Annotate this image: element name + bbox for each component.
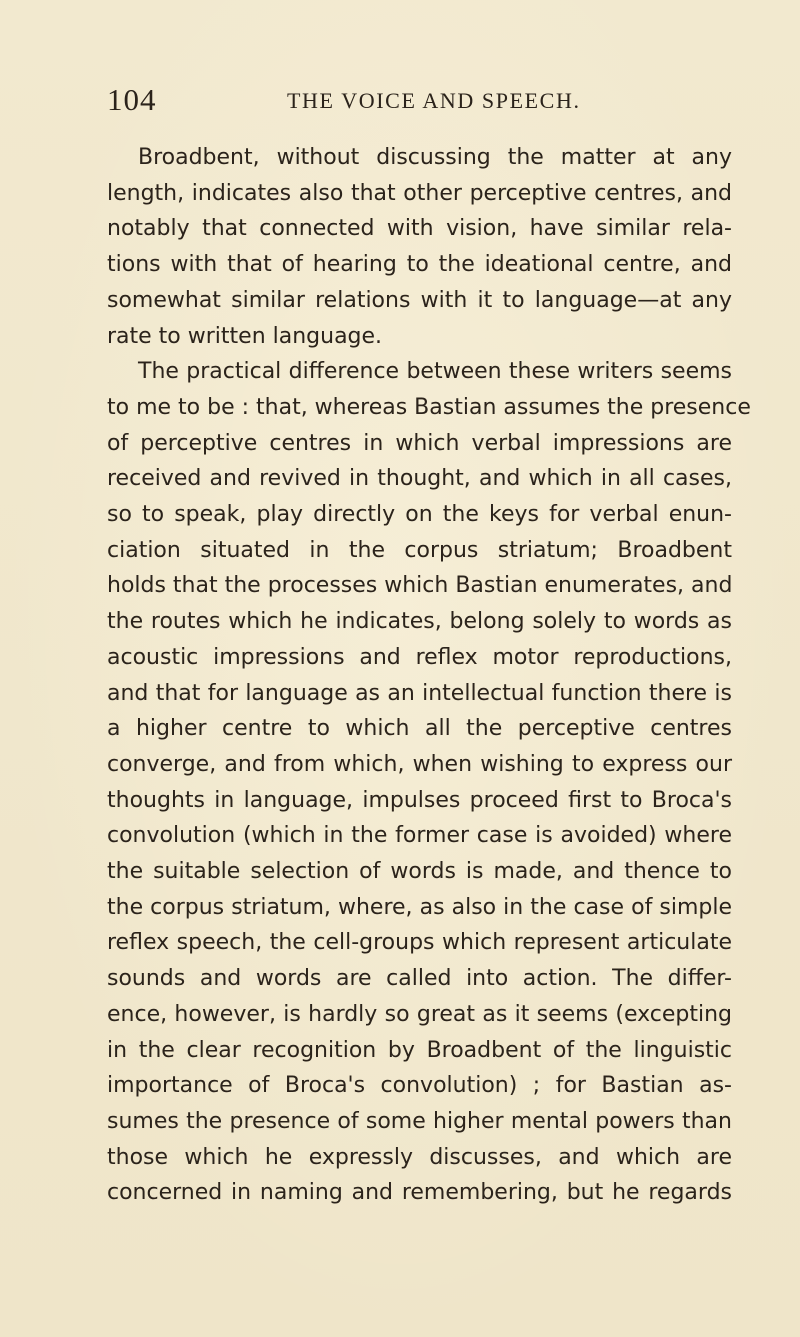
page-number: 104	[107, 82, 157, 117]
body-text	[107, 140, 751, 1211]
text-line: concerned in naming and remembering, but he regards	[107, 1180, 732, 1206]
text-line: the corpus striatum, where, as also in the case of simple	[107, 894, 732, 920]
running-title: THE VOICE AND SPEECH.	[287, 88, 581, 113]
text-line: so to speak, play directly on the keys for verbal enun-	[107, 502, 732, 528]
text-line: sounds and words are called into action. The differ-	[107, 966, 732, 992]
text-line: of perceptive centres in which verbal impressions are	[107, 430, 732, 456]
running-head	[107, 82, 727, 122]
text-line: holds that the processes which Bastian enumerates, and	[107, 573, 733, 599]
text-line: rate to written language.	[107, 323, 383, 349]
text-line: the routes which he indicates, belong solely to words as	[107, 609, 732, 635]
paragraph-2	[107, 354, 751, 1211]
text-line: ence, however, is hardly so great as it seems (excepting	[107, 1001, 732, 1027]
text-line: somewhat similar relations with it to language—at any	[107, 287, 732, 313]
text-line: ciation situated in the corpus striatum; Broadbent	[107, 537, 732, 563]
text-line: to me to be : that, whereas Bastian assumes the presence	[107, 394, 751, 420]
text-line: reflex speech, the cell-groups which represent articulate	[107, 930, 732, 956]
text-line: in the clear recognition by Broadbent of the linguistic	[107, 1037, 732, 1063]
text-line: sumes the presence of some higher mental powers than	[107, 1108, 732, 1134]
paragraph-1	[107, 140, 732, 354]
text-line: thoughts in language, impulses proceed first to Broca's	[107, 787, 732, 813]
text-line: the suitable selection of words is made, and thence to	[107, 859, 732, 885]
text-line: length, indicates also that other perceptive centres, and	[107, 180, 732, 206]
text-line: importance of Broca's convolution) ; for Bastian as-	[107, 1073, 732, 1099]
text-line: Broadbent, without discussing the matter at any	[138, 145, 732, 170]
text-line: those which he expressly discusses, and which are	[107, 1144, 732, 1170]
text-line: tions with that of hearing to the ideational centre, and	[107, 252, 732, 278]
text-line: and that for language as an intellectual function there is	[107, 680, 732, 706]
text-line: The practical difference between these writers seems	[138, 359, 732, 385]
text-line: notably that connected with vision, have similar rela-	[107, 216, 732, 242]
text-line: converge, and from which, when wishing to express our	[107, 751, 732, 777]
text-line: a higher centre to which all the perceptive centres	[107, 716, 732, 742]
text-line: received and revived in thought, and which in all cases,	[107, 466, 732, 492]
text-line: acoustic impressions and reflex motor reproductions,	[107, 644, 732, 670]
text-line: convolution (which in the former case is avoided) where	[107, 823, 732, 849]
